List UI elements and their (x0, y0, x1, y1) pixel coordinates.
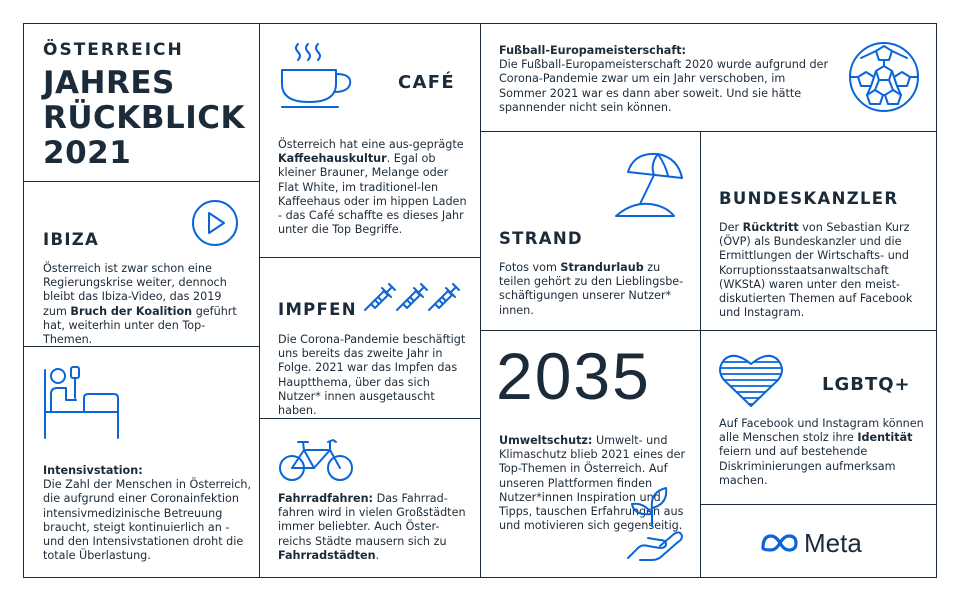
meta-wordmark: Meta (804, 527, 862, 558)
umwelt-number: 2035 (496, 339, 651, 413)
kanzler-heading: BUNDESKANZLER (719, 189, 899, 208)
ibiza-text: Österreich ist zwar schon eine Regierungskrise weiter, dennoch bleibt das Ibiza-Video, das 2019 zum Bruch der Koalition geführt hat, weiterhin unter den Top-Themen. (43, 262, 237, 347)
fussball-text: Fußball-Europameisterschaft: Die Fußball-Europameisterschaft 2020 wurde aufgrund der Corona-Pandemie zwar um ein Jahr verschoben, im Sommer 2021 war es dann aber soweit. Und sie hätte spannender nicht sein können. (499, 44, 829, 114)
umwelt-text: Umweltschutz: Umwelt- und Klimaschutz blieb 2021 eines der Top-Themen in Österreich. Auf unseren Plattformen finden Nutzer*innen Inspiration und Tipps, tauschen Erfahrungen aus und motivieren sich gegenseitig. (499, 434, 686, 533)
title-country: ÖSTERREICH (43, 40, 184, 60)
divider-left-1 (23, 181, 259, 182)
impfen-heading: IMPFEN (278, 300, 357, 319)
coffee-cup-icon (278, 40, 356, 110)
cafe-text: Österreich hat eine aus-geprägte Kaffeehauskultur. Egal ob kleiner Brauner, Melange oder Flat White, im traditionel-len Kaffeehaus oder im hippen Laden - das Café schaffte es dieses Jahr unter die Top Begriffe. (278, 138, 467, 237)
intensiv-text: Intensivstation: Die Zahl der Menschen in Österreich, die aufgrund einer Coronainfektion intensivmedizinische Betreuung braucht, steigt kontinuierlich an - und den Intensivstationen droht die totale Überlastung. (43, 464, 252, 563)
intensiv-heading: Intensivstation: (43, 464, 143, 477)
lgbtq-text: Auf Facebook und Instagram können alle Menschen stolz ihre Identität feiern und auf bestehende Diskriminierungen aufmerksam machen. (719, 417, 924, 487)
bicycle-icon (278, 436, 356, 486)
plant-hand-icon (622, 484, 686, 564)
divider-col-2 (480, 23, 481, 578)
impfen-text: Die Corona-Pandemie beschäftigt uns bereits das zweite Jahr in Folge. 2021 war das Impfen das Hauptthema, über das sich Nutzer* innen ausgetauscht haben. (278, 333, 466, 418)
football-icon (847, 40, 921, 114)
strand-heading: STRAND (499, 229, 583, 248)
fussball-heading: Fußball-Europameisterschaft: (499, 44, 687, 57)
strand-text: Fotos vom Strandurlaub zu teilen gehört zu den Lieblingsbe-schäftigungen unserer Nutzer* innen. (499, 261, 684, 317)
divider-col-1 (259, 23, 260, 578)
title-year: 2021 (43, 135, 132, 171)
divider-right-2 (480, 330, 936, 331)
divider-col-3 (700, 131, 701, 577)
frame-right (936, 23, 937, 578)
meta-infinity-icon (760, 532, 800, 554)
title-block (43, 40, 253, 171)
frame-left (23, 23, 24, 578)
meta-logo (760, 526, 900, 560)
syringe-icon (362, 274, 462, 314)
striped-heart-icon (718, 352, 784, 408)
beach-umbrella-icon (612, 148, 688, 220)
divider-right-3 (700, 504, 936, 505)
hospital-bed-icon (42, 364, 124, 444)
title-line-2: RÜCKBLICK (43, 100, 246, 136)
fahrrad-text: Fahrradfahren: Das Fahrrad-fahren wird in vielen Großstädten immer beliebter. Auch Öster-reichs Städte mausern sich zu Fahrradstädten. (278, 492, 466, 562)
title-line-1: JAHRES (43, 65, 175, 101)
ibiza-heading: IBIZA (43, 230, 100, 249)
play-icon (190, 198, 240, 248)
divider-mid-1 (259, 257, 480, 258)
divider-right-1 (480, 131, 936, 132)
kanzler-text: Der Rücktritt von Sebastian Kurz (ÖVP) als Bundeskanzler und die Ermittlungen der Wirtschafts- und Korruptionsstaatsanwaltschaft (WKStA) waren unter den meist-diskutierten Themen auf Facebook und Instagram. (719, 221, 913, 320)
lgbtq-heading: LGBTQ+ (822, 374, 911, 395)
cafe-heading: CAFÉ (398, 72, 455, 93)
